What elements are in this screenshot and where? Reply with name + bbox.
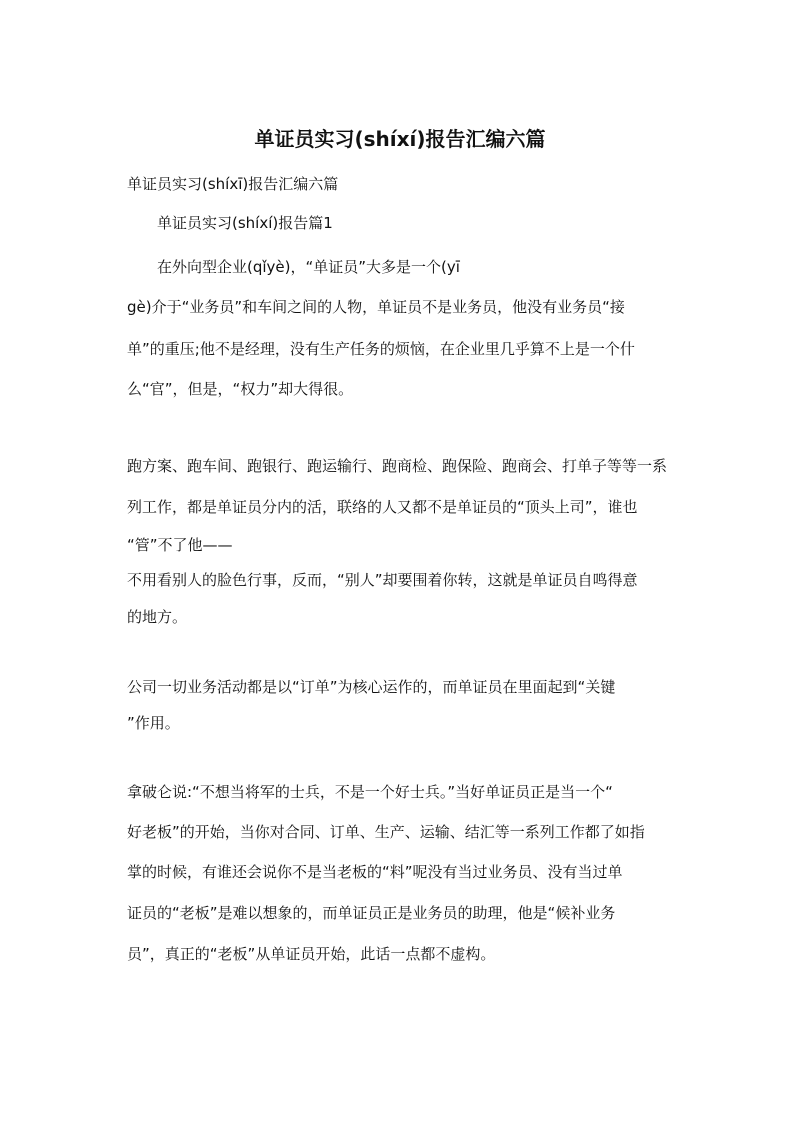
paragraph-line: 么“官”，但是，“权力”却大得很。 [127, 380, 354, 398]
paragraph-line: gè)介于“业务员”和车间之间的人物，单证员不是业务员，他没有业务员“接 [127, 298, 625, 316]
paragraph-line: “管”不了他—— [127, 536, 233, 554]
paragraph-line: 好老板”的开始，当你对合同、订单、生产、运输、结汇等一系列工作都了如指 [127, 823, 645, 841]
paragraph-line: 不用看别人的脸色行事，反而，“别人”却要围着你转，这就是单证员自鸣得意 [127, 571, 638, 589]
paragraph-line: ”作用。 [127, 714, 180, 732]
paragraph-line: 的地方。 [127, 608, 188, 626]
paragraph-line: 在外向型企业(qǐyè)，“单证员”大多是一个(yī [157, 258, 460, 276]
paragraph-line: 单”的重压;他不是经理，没有生产任务的烦恼，在企业里几乎算不上是一个什 [127, 340, 635, 358]
section-heading: 单证员实习(shíxí)报告篇1 [157, 214, 333, 232]
paragraph-line: 掌的时候，有谁还会说你不是当老板的“料”呢没有当过业务员、没有当过单 [127, 863, 623, 881]
paragraph-line: 证员的“老板”是难以想象的，而单证员正是业务员的助理，他是“候补业务 [127, 904, 616, 922]
paragraph-line: 员”，真正的“老板”从单证员开始，此话一点都不虚构。 [127, 945, 496, 963]
paragraph-line: 列工作，都是单证员分内的活，联络的人又都不是单证员的“顶头上司”，谁也 [127, 498, 638, 516]
paragraph-line: 跑方案、跑车间、跑银行、跑运输行、跑商检、跑保险、跑商会、打单子等等一系 [127, 457, 668, 475]
document-subtitle: 单证员实习(shíxī)报告汇编六篇 [127, 175, 339, 193]
paragraph-line: 拿破仑说:“不想当将军的士兵，不是一个好士兵。”当好单证员正是当一个“ [127, 783, 613, 801]
document-title: 单证员实习(shíxí)报告汇编六篇 [254, 127, 546, 151]
paragraph-line: 公司一切业务活动都是以“订单”为核心运作的，而单证员在里面起到“关键 [127, 678, 616, 696]
